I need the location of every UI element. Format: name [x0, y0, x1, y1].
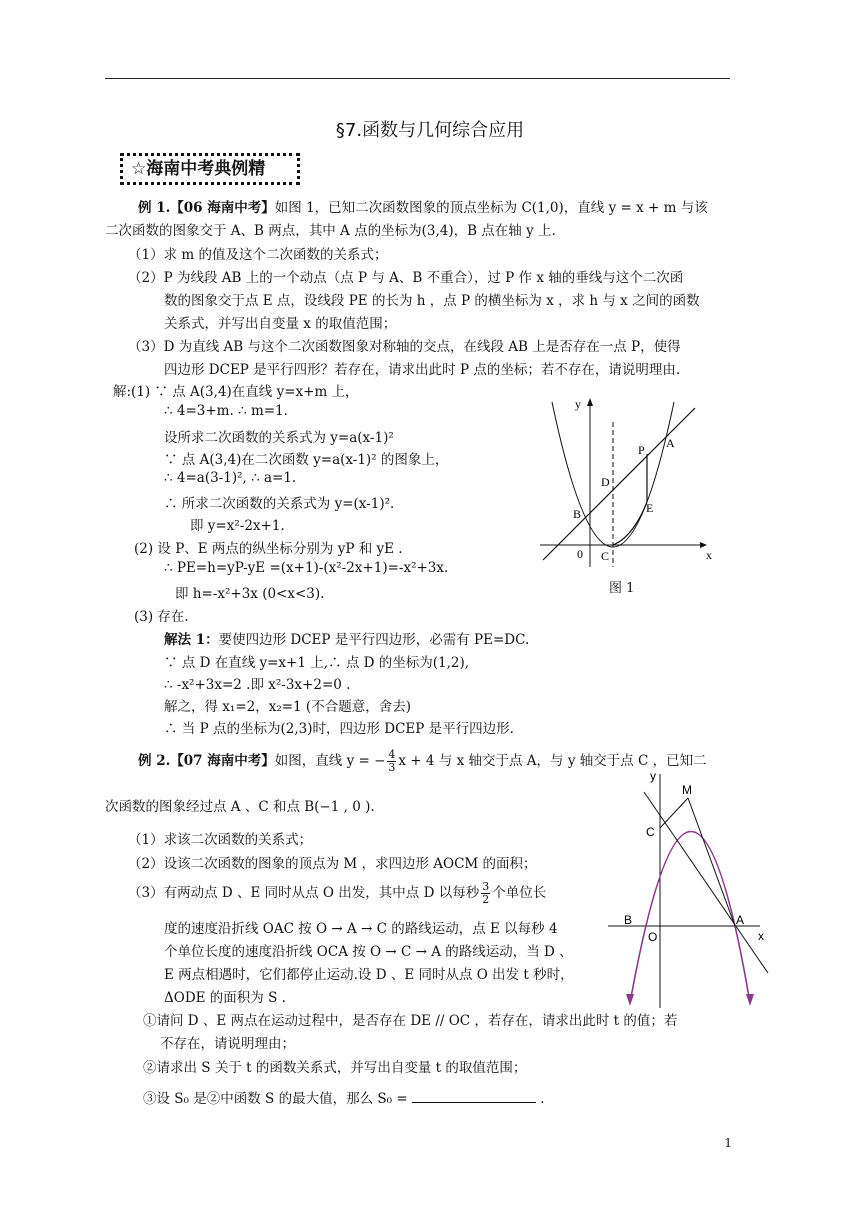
ex1-sol-15: 解之，得 x₁=2，x₂=1 (不合题意，舍去)	[164, 699, 411, 715]
ex2-fraction	[387, 749, 396, 774]
ex1-sol-7: 即 y=x²-2x+1.	[190, 518, 285, 534]
ex2-q3d: E 两点相遇时，它们都停止运动.设 D 、E 同时从点 O 出发 t 秒时，	[164, 967, 574, 983]
ex1-sol-3: 设所求二次函数的关系式为 y=a(x-1)²	[164, 430, 394, 446]
fig2-label-b: B	[624, 913, 633, 927]
header-rule	[105, 78, 730, 79]
fig2-segment-ma	[688, 798, 735, 926]
ex1-sol-9: ∴ PE=h=yP-yE =(x+1)-(x²-2x+1)=-x²+3x.	[164, 560, 449, 576]
figure-1	[535, 392, 725, 574]
ex1-sol-2: ∴ 4=3+m. ∴ m=1.	[164, 403, 288, 419]
ex1-sol-11: (3) 存在.	[134, 609, 189, 625]
ex1-sol-14: ∴ -x²+3x=2 .即 x²-3x+2=0 .	[164, 677, 351, 693]
ex1-line1: 如图 1，已知二次函数图象的顶点坐标为 C(1,0)，直线 y = x + m 与该	[274, 200, 708, 216]
method-text: 要使四边形 DCEP 是平行四边形，必需有 PE=DC.	[218, 632, 530, 648]
ex2-line1a: 如图，直线 y = −	[274, 753, 386, 769]
ex2-q1: （1）求该二次函数的关系式；	[128, 832, 313, 848]
fig2-label-c: C	[646, 825, 655, 839]
figure-1-caption: 图 1	[609, 581, 635, 596]
ex2-line2: 次函数的图象经过点 A 、C 和点 B(−1 , 0 ).	[105, 799, 375, 815]
ex2-q3a-part2: 个单位长	[492, 885, 547, 901]
ex2-q3c: 个单位长度的速度沿折线 OCA 按 O → C → A 的路线运动，当 D 、	[164, 944, 573, 960]
ex2-frac-den: 3	[388, 761, 396, 774]
fig1-label-a: A	[666, 436, 675, 450]
section-heading: ☆海南中考典例精	[120, 153, 300, 185]
ex1-label: 例 1.【06 海南中考】	[138, 200, 275, 216]
fig1-label-e: E	[646, 501, 654, 515]
ex1-sol-8: (2) 设 P、E 两点的纵坐标分别为 yP 和 yE .	[134, 541, 403, 557]
method-label: 解法 1：	[164, 632, 219, 648]
fig1-label-p: P	[638, 443, 645, 457]
ex1-intro	[138, 196, 708, 216]
page-number: 1	[724, 1136, 732, 1150]
ex2-frac-num: 4	[388, 748, 396, 761]
figure-2	[600, 768, 775, 1016]
ex1-sol-5: ∴ 4=a(3-1)², ∴ a=1.	[164, 470, 297, 486]
ex2-sub1b: 不存在，请说明理由；	[160, 1036, 295, 1052]
ex2-sub1a: ①请问 D 、E 两点在运动过程中，是否存在 DE // OC ，若存在，请求出此时 t 的值；若	[143, 1013, 678, 1029]
fig1-label-o: 0	[577, 547, 583, 561]
ex2-q3a	[128, 881, 546, 906]
fig1-label-b: B	[573, 507, 582, 521]
ex1-q2c: 关系式，并写出自变量 x 的取值范围；	[164, 316, 397, 332]
ex2-sub3	[143, 1087, 545, 1107]
fig1-label-x: x	[706, 548, 712, 562]
ex1-sol-4: ∵ 点 A(3,4)在二次函数 y=a(x-1)² 的图象上，	[164, 452, 449, 468]
fig1-segment-ce	[613, 502, 647, 545]
fig2-line-ca	[644, 792, 768, 973]
ex1-line2: 二次函数的图象交于 A、B 两点，其中 A 点的坐标为(3,4)，B 点在轴 y 上.	[105, 223, 556, 239]
ex2-line1b: x + 4 与 x 轴交于点 A，与 y 轴交于点 C ，已知二	[398, 753, 707, 769]
fig1-label-d: D	[601, 475, 610, 489]
ex2-q3-frac-num: 3	[482, 880, 490, 893]
ex2-q3-fraction	[481, 881, 490, 906]
page-title: §7.函数与几何综合应用	[335, 120, 525, 141]
fig2-label-x: x	[758, 929, 764, 943]
ex1-sol-10: 即 h=-x²+3x (0<x<3).	[175, 586, 325, 602]
fig1-y-arrow	[587, 398, 593, 406]
fig2-parabola-arrow-left	[626, 994, 634, 1006]
ex1-q2a: （2）P 为线段 AB 上的一个动点（点 P 与 A、B 不重合），过 P 作 x 轴的垂线与这个二次函	[128, 270, 684, 286]
ex2-sub3-end: .	[540, 1091, 545, 1107]
ex1-q1: （1）求 m 的值及这个二次函数的关系式；	[128, 247, 388, 263]
ex2-label: 例 2.【07 海南中考】	[138, 753, 275, 769]
ex1-sol-16: ∴ 当 P 点的坐标为(2,3)时，四边形 DCEP 是平行四边形.	[164, 721, 514, 737]
fig1-label-y: y	[575, 397, 581, 411]
fig2-label-m: M	[682, 783, 692, 797]
ex2-q3e: ΔODE 的面积为 S .	[164, 990, 286, 1006]
ex1-sol-1: 解:(1) ∵ 点 A(3,4)在直线 y=x+m 上，	[113, 384, 359, 400]
ex1-q3b: 四边形 DCEP 是平行四形？若存在，请求出此时 P 点的坐标；若不存在，请说明理由.	[164, 362, 681, 378]
fig2-label-o: O	[648, 930, 658, 944]
ex1-sol-6: ∴ 所求二次函数的关系式为 y=(x-1)².	[164, 496, 395, 512]
fig1-label-c: C	[601, 549, 610, 563]
ex2-q2: （2）设该二次函数的图象的顶点为 M ，求四边形 AOCM 的面积；	[128, 856, 537, 872]
fig1-line-ab	[543, 408, 695, 560]
fig2-label-a: A	[736, 913, 745, 927]
ex2-q3-frac-den: 2	[482, 893, 490, 906]
ex2-sub2: ②请求出 S 关于 t 的函数关系式，并写出自变量 t 的取值范围；	[143, 1060, 527, 1076]
fig2-label-y: y	[650, 769, 656, 783]
ex1-sol-12	[164, 628, 529, 648]
answer-blank[interactable]	[412, 1090, 536, 1103]
ex1-sol-13: ∵ 点 D 在直线 y=x+1 上,∴ 点 D 的坐标为(1,2),	[164, 655, 470, 671]
ex2-sub3-text: ③设 S₀ 是②中函数 S 的最大值，那么 S₀ =	[143, 1091, 408, 1107]
ex2-q3a-part1: （3）有两动点 D 、E 同时从点 O 出发，其中点 D 以每秒	[128, 885, 480, 901]
ex1-q2b: 数的图象交于点 E 点，设线段 PE 的长为 h ，点 P 的横坐标为 x ，求 h 与 x 之间的函数	[164, 293, 700, 309]
ex2-q3b: 度的速度沿折线 OAC 按 O → A → C 的路线运动，点 E 以每秒 4	[164, 921, 558, 937]
fig2-parabola-arrow-right	[746, 994, 754, 1006]
fig2-segment-cm	[660, 798, 688, 828]
ex1-q3a: （3）D 为直线 AB 与这个二次函数图象对称轴的交点，在线段 AB 上是否存在一点 P，使得	[128, 339, 681, 355]
